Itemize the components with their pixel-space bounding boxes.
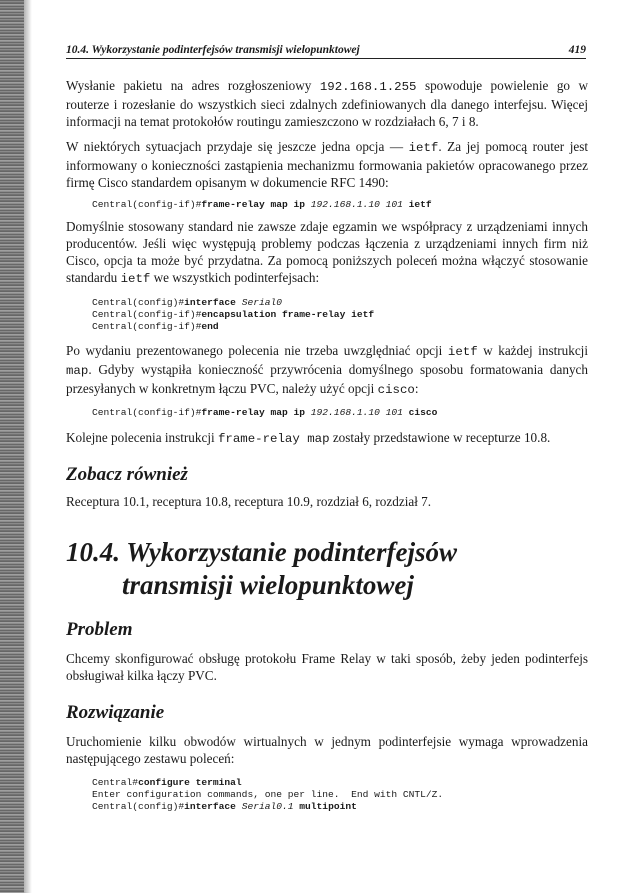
problem-text: Chcemy skonfigurować obsługę protokołu Frame Relay w taki sposób, żeby jeden podinterfejs obsługiwał kilka łączy PVC.: [66, 651, 588, 683]
code-prompt: Central(config)#: [92, 297, 185, 308]
text: W niektórych sytuacjach przydaje się jeszcze jedna opcja —: [66, 139, 409, 154]
running-header: [66, 44, 586, 59]
code-command: frame-relay map ip: [201, 199, 311, 210]
inline-code: ietf: [408, 141, 439, 155]
section-title-line1: 10.4. Wykorzystanie podinterfejsów: [66, 537, 458, 567]
code-command: end: [201, 321, 219, 332]
code-args: Serial0: [241, 297, 283, 308]
inline-code: frame-relay map: [217, 432, 330, 446]
code-prompt: Central(config-if)#: [92, 407, 202, 418]
code-prompt: Central#: [92, 777, 139, 788]
text: :: [414, 381, 419, 396]
running-header-title: 10.4. Wykorzystanie podinterfejsów transmisji wielopunktowej: [66, 44, 360, 56]
inline-code: 192.168.1.255: [319, 80, 417, 94]
code-keyword: multipoint: [299, 801, 357, 812]
solution-heading: Rozwiązanie: [66, 702, 165, 723]
code-prompt: Central(config-if)#: [92, 199, 202, 210]
inline-code: map: [66, 364, 89, 378]
book-spine-shadow: [0, 0, 24, 893]
code-block-1: [66, 199, 588, 211]
code-output: Enter configuration commands, one per line. End with CNTL/Z.: [92, 789, 444, 800]
paragraph-default-standard: [66, 218, 588, 288]
see-also-heading: Zobacz również: [66, 464, 188, 485]
text: . Gdyby wystąpiła konieczność przywrócenia domyślnego sposobu formatowania danych przesyłanych w konkretnym łączu PVC, należy użyć opcji: [66, 362, 588, 396]
text: w każdej instrukcji: [477, 343, 588, 358]
code-command: frame-relay map ip: [201, 407, 311, 418]
text: spowoduje powielenie go w routerze i rozesłanie do wszystkich sieci zdalnych zdefiniowanych dla danego interfejsu. Więcej informacji na temat protokołów routingu zamieszczono w rozdziałach 6, 7 i 8.: [66, 78, 588, 129]
paragraph-ietf-option: [66, 138, 588, 191]
text: Kolejne polecenia instrukcji: [66, 430, 218, 445]
code-prompt: Central(config-if)#: [92, 321, 202, 332]
page-content: [66, 77, 588, 813]
code-command: interface: [184, 297, 242, 308]
paragraph-next-commands: [66, 429, 588, 448]
code-command: encapsulation frame-relay ietf: [201, 309, 375, 320]
code-args: 192.168.1.10 101: [310, 199, 409, 210]
text: we wszystkich podinterfejsach:: [150, 270, 320, 285]
section-title-line2: transmisji wielopunktowej: [122, 570, 414, 600]
text: Domyślnie stosowany standard nie zawsze zdaje egzamin we współpracy z urządzeniami innych producentów. Jeśli więc występują problemy podczas łączenia z urządzeniami innych firm niż Cisco, opcja ta może być przydatna. Za pomocą poniższych poleceń można włączyć stosowanie standardu: [66, 219, 588, 285]
inline-code: cisco: [377, 383, 415, 397]
problem-heading: Problem: [66, 619, 133, 640]
text: . Za jej pomocą router jest informowany o konieczności zastąpienia mechanizmu formowania pakietów opracowanego przez firmę Cisco standardem opisanym w dokumencie RFC 1490:: [66, 139, 589, 190]
solution-text: Uruchomienie kilku obwodów wirtualnych w jednym podinterfejsie wymaga wprowadzenia następującego zestawu poleceń:: [66, 734, 588, 766]
paragraph-broadcast: [66, 77, 588, 130]
code-block-2: [66, 297, 588, 333]
text: zostały przedstawione w recepturze 10.8.: [329, 430, 551, 445]
code-keyword: cisco: [408, 407, 438, 418]
text: Po wydaniu prezentowanego polecenia nie trzeba uwzględniać opcji: [66, 343, 448, 358]
text: Wysłanie pakietu na adres rozgłoszeniowy: [66, 78, 320, 93]
code-prompt: Central(config-if)#: [92, 309, 202, 320]
code-prompt: Central(config)#: [92, 801, 185, 812]
code-command: configure terminal: [138, 777, 242, 788]
code-args: Serial0.1: [241, 801, 300, 812]
code-args: 192.168.1.10 101: [310, 407, 409, 418]
inline-code: ietf: [120, 272, 151, 286]
code-block-4: [66, 777, 588, 813]
code-keyword: ietf: [408, 199, 432, 210]
see-also-text: Receptura 10.1, receptura 10.8, receptura 10.9, rozdział 6, rozdział 7.: [66, 494, 432, 509]
section-title: [66, 536, 588, 602]
page-number: 419: [568, 44, 586, 56]
code-command: interface: [184, 801, 242, 812]
paragraph-cisco-option: [66, 342, 588, 399]
inline-code: ietf: [447, 345, 478, 359]
code-block-3: [66, 407, 588, 419]
